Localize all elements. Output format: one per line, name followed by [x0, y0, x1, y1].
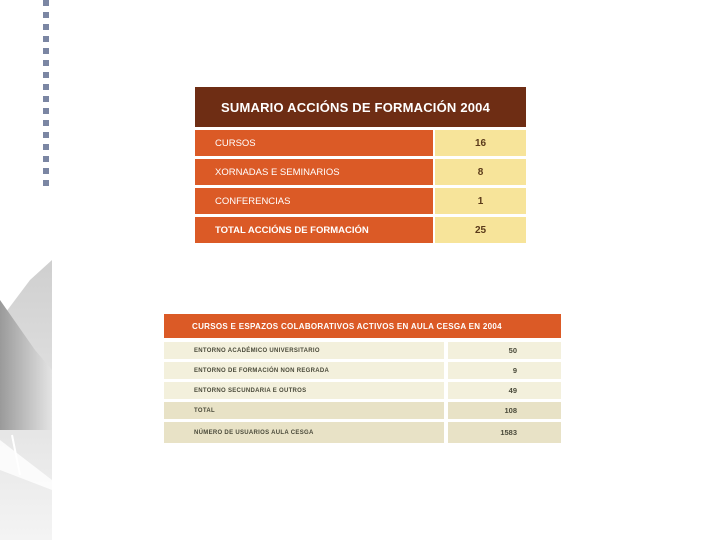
- formation-summary-title: SUMARIO ACCIÓNS DE FORMACIÓN 2004: [195, 87, 526, 127]
- row-value: 9: [448, 362, 561, 379]
- table-row: [164, 362, 561, 379]
- decorative-dot: [43, 120, 49, 126]
- table-row-users: [164, 422, 561, 443]
- decorative-dot: [43, 48, 49, 54]
- decorative-dot: [43, 180, 49, 186]
- decorative-dot: [43, 84, 49, 90]
- row-value: 25: [435, 217, 526, 243]
- table-row: [195, 159, 526, 185]
- row-value: 108: [448, 402, 561, 419]
- decorative-dot: [43, 168, 49, 174]
- active-courses-table: [164, 314, 561, 446]
- active-courses-title: CURSOS E ESPAZOS COLABORATIVOS ACTIVOS EN AULA CESGA EN 2004: [164, 314, 561, 338]
- row-value: 1: [435, 188, 526, 214]
- row-label: CONFERENCIAS: [195, 188, 433, 214]
- decorative-dot: [43, 156, 49, 162]
- row-label: NÚMERO DE USUARIOS AULA CESGA: [164, 422, 444, 443]
- table-row-total: [164, 402, 561, 419]
- table-row: [195, 130, 526, 156]
- decorative-dot: [43, 12, 49, 18]
- decorative-dot: [43, 0, 49, 6]
- row-value: 49: [448, 382, 561, 399]
- row-value: 1583: [448, 422, 561, 443]
- table-row-total: [195, 217, 526, 243]
- decorative-dot-column: [43, 0, 51, 192]
- decorative-dot: [43, 60, 49, 66]
- formation-summary-table: [195, 87, 526, 246]
- row-label: TOTAL ACCIÓNS DE FORMACIÓN: [195, 217, 433, 243]
- decorative-background-shape: [0, 260, 55, 540]
- decorative-dot: [43, 72, 49, 78]
- decorative-dot: [43, 36, 49, 42]
- decorative-dot: [43, 96, 49, 102]
- row-value: 16: [435, 130, 526, 156]
- row-value: 8: [435, 159, 526, 185]
- table-row: [164, 342, 561, 359]
- table-row: [195, 188, 526, 214]
- row-label: ENTORNO ACADÉMICO UNIVERSITARIO: [164, 342, 444, 359]
- table-row: [164, 382, 561, 399]
- decorative-dot: [43, 24, 49, 30]
- row-label: ENTORNO SECUNDARIA E OUTROS: [164, 382, 444, 399]
- row-label: TOTAL: [164, 402, 444, 419]
- decorative-dot: [43, 144, 49, 150]
- row-label: ENTORNO DE FORMACIÓN NON REGRADA: [164, 362, 444, 379]
- decorative-dot: [43, 132, 49, 138]
- row-label: XORNADAS E SEMINARIOS: [195, 159, 433, 185]
- row-label: CURSOS: [195, 130, 433, 156]
- decorative-dot: [43, 108, 49, 114]
- row-value: 50: [448, 342, 561, 359]
